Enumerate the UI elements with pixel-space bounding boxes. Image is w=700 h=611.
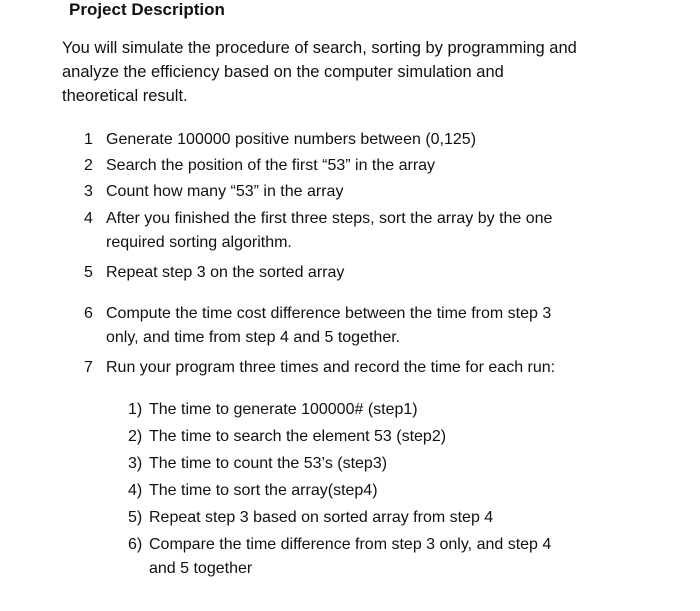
substep-number: 4) (128, 482, 143, 499)
substep-text (149, 452, 669, 476)
step-line: only, and time from step 4 and 5 together. (106, 329, 401, 346)
step-number: 2 (84, 157, 93, 174)
substep-line: The time to count the 53’s (step3) (149, 455, 388, 472)
substep-number: 2) (128, 428, 143, 445)
substep-text (149, 533, 669, 581)
intro-line: analyze the efficiency based on the computer simulation and (62, 63, 504, 81)
substep-line: Repeat step 3 based on sorted array from step 4 (149, 509, 494, 526)
step-line: Count how many “53” in the array (106, 183, 344, 200)
step-text (106, 356, 626, 380)
substep-text (149, 398, 669, 422)
step-text (106, 128, 626, 152)
substep-number: 1) (128, 401, 143, 418)
substep-line: and 5 together (149, 560, 253, 577)
step-line: Search the position of the first “53” in the array (106, 157, 436, 174)
substep-number: 3) (128, 455, 143, 472)
step-number: 4 (84, 210, 93, 227)
step-line: Generate 100000 positive numbers between (0,125) (106, 131, 477, 148)
step-text (106, 154, 626, 178)
step-line: Run your program three times and record the time for each run: (106, 359, 556, 376)
page-title: Project Description (69, 0, 225, 19)
substep-text (149, 479, 669, 503)
substep-line: Compare the time difference from step 3 only, and step 4 (149, 536, 552, 553)
intro-line: You will simulate the procedure of search, sorting by programming and (62, 39, 577, 57)
step-text (106, 180, 626, 204)
step-line: Repeat step 3 on the sorted array (106, 264, 345, 281)
step-number: 3 (84, 183, 93, 200)
step-number: 1 (84, 131, 93, 148)
step-line: After you finished the first three steps, sort the array by the one (106, 210, 553, 227)
substep-text (149, 425, 669, 449)
step-line: Compute the time cost difference between the time from step 3 (106, 305, 552, 322)
substep-line: The time to generate 100000# (step1) (149, 401, 418, 418)
substep-line: The time to sort the array(step4) (149, 482, 378, 499)
step-number: 7 (84, 359, 93, 376)
substep-line: The time to search the element 53 (step2) (149, 428, 447, 445)
substep-number: 6) (128, 536, 143, 553)
intro-line: theoretical result. (62, 87, 188, 105)
step-text (106, 207, 626, 255)
intro-paragraph (62, 36, 642, 108)
substep-text (149, 506, 669, 530)
step-number: 6 (84, 305, 93, 322)
step-text (106, 302, 626, 350)
step-line: required sorting algorithm. (106, 234, 292, 251)
step-text (106, 261, 626, 285)
substep-number: 5) (128, 509, 143, 526)
step-number: 5 (84, 264, 93, 281)
